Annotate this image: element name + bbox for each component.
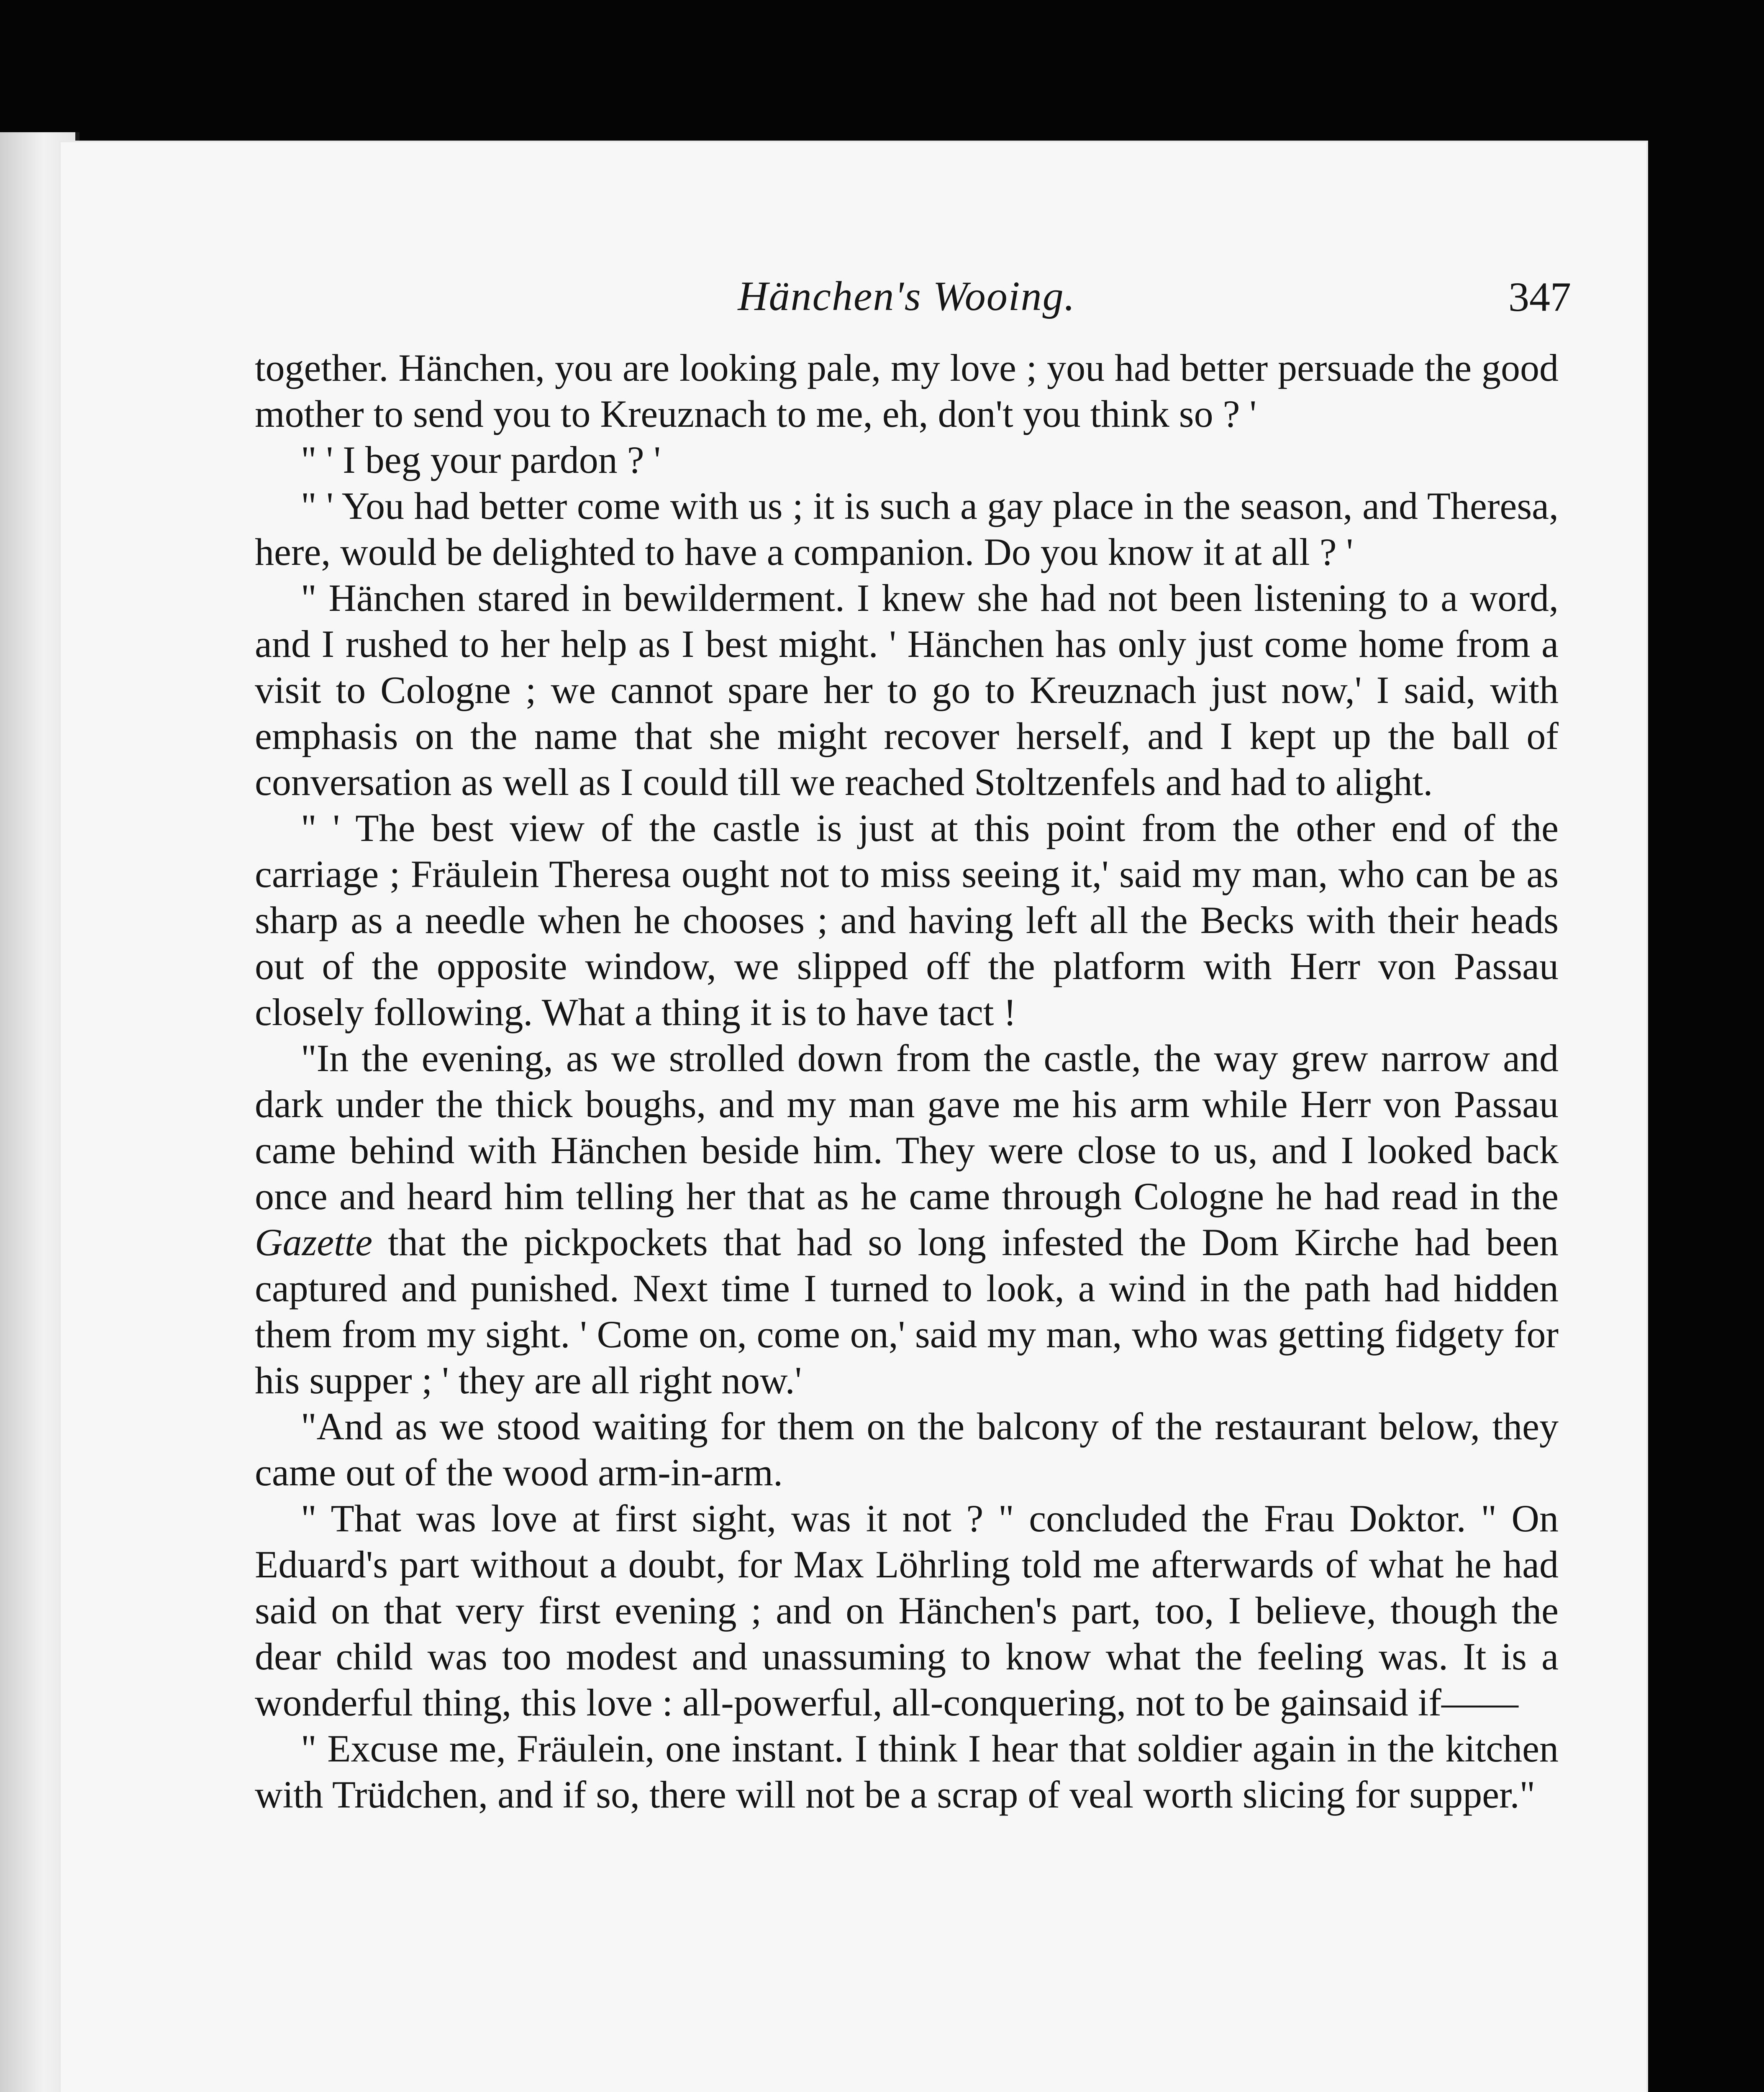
paragraph: " Hänchen stared in bewilderment. I knew she had not been listening to a word, and I rushed to her help as I best might. ' Hänchen has only just come home from a visit to Cologne ; we cannot spare her to go to Kreuznach just now,' I said, with emphasis on the name that she might recover herself, and I kept up the ball of conversation as well as I could till we reached Stoltzenfels and had to alight. [255, 577, 1559, 803]
page-number: 347 [1508, 274, 1571, 320]
running-header [255, 268, 1571, 331]
paragraph: " ' You had better come with us ; it is such a gay place in the season, and Theresa, here, would be delighted to have a companion. Do you know it at all ? ' [255, 485, 1559, 573]
paragraph: " Excuse me, Fräulein, one instant. I think I hear that soldier again in the kitchen with Trüdchen, and if so, there will not be a scrap of veal worth slicing for supper." [255, 1727, 1559, 1816]
paragraph: " ' The best view of the castle is just at this point from the other end of the carriage ; Fräulein Theresa ought not to miss seeing it,' said my man, who can be as sharp as a needle when he chooses ; and having left all the Becks with their heads out of the opposite window, we slipped off the platform with Herr von Passau closely following. What a thing it is to have tact ! [255, 807, 1559, 1033]
paragraph-text: "In the evening, as we strolled down from the castle, the way grew narrow and dark under the thick boughs, and my man gave me his arm while Herr von Passau came behind with Hänchen beside him. They were close to us, and I looked back once and heard him telling her that as he came through Cologne he had read in the [255, 1037, 1559, 1218]
page-content [255, 268, 1571, 1818]
running-title: Hänchen's Wooing. [738, 273, 1076, 319]
paragraph: "And as we stood waiting for them on the balcony of the restaurant below, they came out of the wood arm-in-arm. [255, 1405, 1559, 1494]
newspaper-title: Gazette [255, 1221, 373, 1264]
paragraph: " That was love at first sight, was it not ? " concluded the Frau Doktor. " On Eduard's part without a doubt, for Max Löhrling told me afterwards of what he had said on that very first evening ; and on Hänchen's part, too, I believe, though the dear child was too modest and unassuming to know what the feeling was. It is a wonderful thing, this love : all-powerful, all-conquering, not to be gainsaid if—— [255, 1497, 1559, 1724]
paragraph: " ' I beg your pardon ? ' [301, 438, 661, 481]
paragraph-text: that the pickpockets that had so long infested the Dom Kirche had been captured and punished. Next time I turned to look, a wind in the path had hidden them from my sight. ' Come on, come on,' said my man, who was getting fidgety for his supper ; ' they are all right now.' [255, 1221, 1559, 1402]
paragraph [255, 1035, 1559, 1403]
book-page [61, 142, 1646, 2092]
paragraph: together. Hänchen, you are looking pale, my love ; you had better persuade the good mother to send you to Kreuznach to me, eh, don't you think so ? ' [255, 346, 1559, 435]
body-text [255, 345, 1559, 1818]
